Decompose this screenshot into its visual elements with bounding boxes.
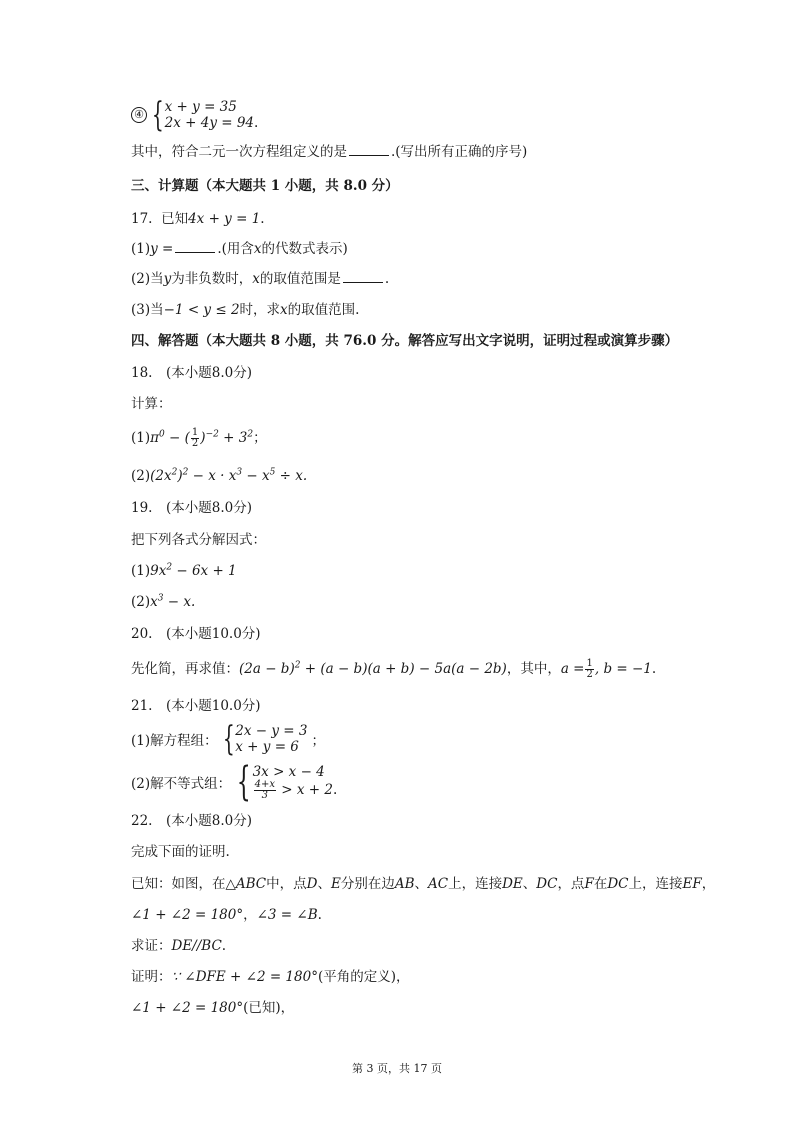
q18-intro: 计算： (131, 396, 172, 412)
q21-part2: (2)解不等式组： { 3x > x − 4 $\frac{4+x}{3}$ > x + 2. (131, 759, 338, 805)
q22-given-2: ∠1 + ∠2 = 180°，∠3 = ∠B. (131, 907, 322, 923)
q22-proof-line-1: 证明：∵ ∠DFE + ∠2 = 180°(平角的定义)， (131, 969, 410, 985)
left-brace-icon: { (236, 759, 251, 805)
section-3-heading: 三、计算题（本大题共 1 小题，共 8.0 分） (131, 178, 399, 194)
q17-stem: 17. 已知4x + y = 1. (131, 211, 265, 227)
q17-part1: (1)y = .(用含x的代数式表示) (131, 241, 348, 257)
section-4-heading: 四、解答题（本大题共 8 小题，共 76.0 分。解答应写出文字说明，证明过程或演算步骤） (131, 333, 679, 349)
q22-prove: 求证：DE//BC. (131, 938, 227, 954)
system-eq-1: x + y = 35 (164, 99, 237, 115)
q19-intro: 把下列各式分解因式： (131, 532, 266, 548)
q16-item4-system (131, 95, 259, 135)
answer-blank (349, 143, 389, 156)
q18-part2: $(2)(2x^2)^2 - x \cdot x^3 - x^5 \div x$. (131, 467, 308, 484)
q19-header: 19. (本小题8.0分) (131, 500, 252, 516)
q20-header: 20. (本小题10.0分) (131, 626, 261, 642)
q17-part2: (2)当y为非负数时，x的取值范围是 . (131, 271, 390, 287)
q19-part2: $(2)x^3 - x$. (131, 593, 196, 610)
q22-intro: 完成下面的证明. (131, 844, 230, 860)
q22-header: 22. (本小题8.0分) (131, 813, 252, 829)
q18-part1: $(1)\pi^0$ − ( $\frac{1}{2}$ )$^{-2} + 3^2$； (131, 427, 267, 449)
q16-tail: 其中，符合二元一次方程组定义的是 .(写出所有正确的序号) (131, 144, 528, 160)
q19-part1: $(1)9x^2 - 6x + 1$ (131, 562, 237, 579)
q21-part1: (1)解方程组： { 2x − y = 3 x + y = 6 ； (131, 719, 325, 759)
item-number-4: ④ (131, 107, 147, 123)
q17-part3: (3)当−1 < y ≤ 2时，求x的取值范围. (131, 302, 360, 318)
page-footer: 第 3 页，共 17 页 (352, 1062, 442, 1075)
q22-proof-line-2: ∠1 + ∠2 = 180°(已知)， (131, 1000, 295, 1016)
left-brace-icon: { (151, 95, 164, 135)
q20-body: 先化简，再求值：$(2a - b)^2 + (a - b)(a + b) - 5a(a - 2b)$，其中，a = $\frac{1}{2}$ , b = −1. (131, 658, 657, 680)
system-eq-2: 2x + 4y = 94. (164, 115, 259, 131)
q18-header: 18. (本小题8.0分) (131, 365, 252, 381)
left-brace-icon: { (222, 719, 235, 759)
q21-header: 21. (本小题10.0分) (131, 698, 261, 714)
q22-given-1: 已知：如图，在△ABC中，点D、E分别在边AB、AC上，连接DE、DC，点F在DC上，连接EF， (131, 876, 716, 892)
